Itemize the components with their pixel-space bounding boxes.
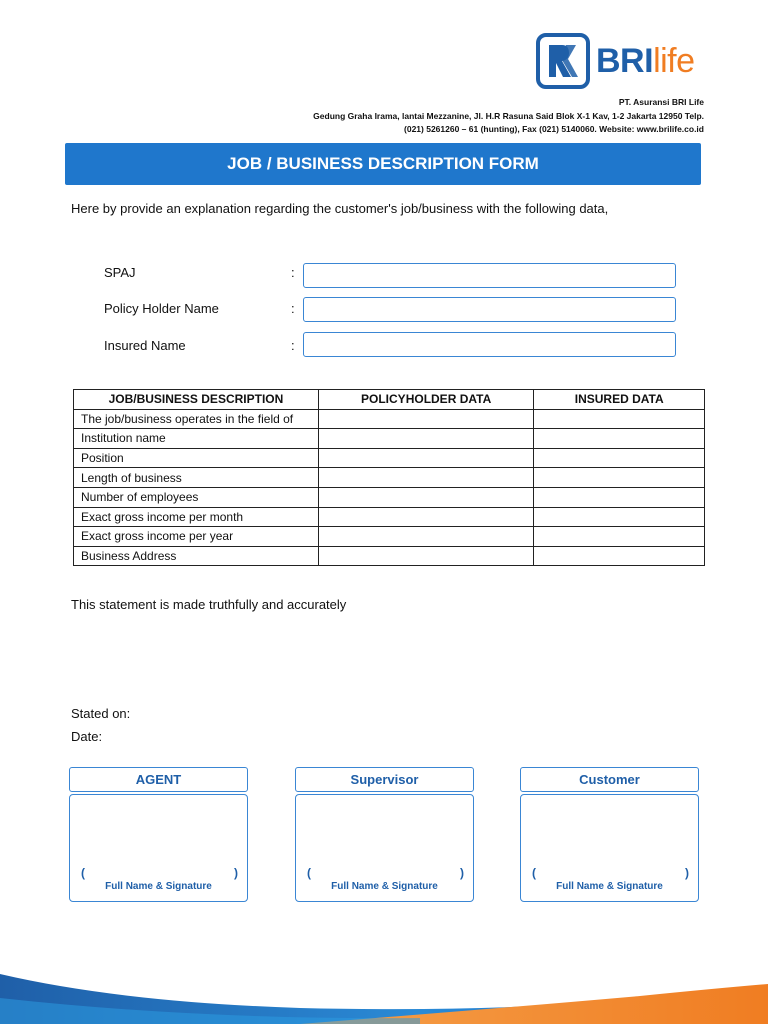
- open-paren: (: [307, 866, 311, 880]
- row-label: The job/business operates in the field of: [74, 409, 319, 429]
- spaj-colon: :: [291, 265, 295, 280]
- table-row: [74, 546, 705, 566]
- row-label: Position: [74, 448, 319, 468]
- insured-cell[interactable]: [534, 409, 705, 429]
- column-header: JOB/BUSINESS DESCRIPTION: [74, 390, 319, 410]
- row-label: Business Address: [74, 546, 319, 566]
- table-header-row: [74, 390, 705, 410]
- agent-signature-box[interactable]: [69, 794, 248, 902]
- company-info: [313, 96, 704, 137]
- insured-name-input[interactable]: [303, 332, 676, 357]
- policyholder-cell[interactable]: [318, 429, 534, 449]
- table-row: [74, 409, 705, 429]
- column-header: POLICYHOLDER DATA: [318, 390, 534, 410]
- signature-caption: Full Name & Signature: [331, 881, 438, 892]
- agent-signature-title: AGENT: [69, 767, 248, 792]
- policy-holder-name-input[interactable]: [303, 297, 676, 322]
- job-description-table: [73, 389, 705, 566]
- intro-text: Here by provide an explanation regarding the customer's job/business with the following data,: [71, 201, 609, 216]
- table-row: [74, 468, 705, 488]
- table-row: [74, 507, 705, 527]
- signature-caption: Full Name & Signature: [556, 881, 663, 892]
- insured-name-label: Insured Name: [104, 338, 186, 353]
- policyholder-cell[interactable]: [318, 448, 534, 468]
- company-name: PT. Asuransi BRI Life: [618, 97, 704, 107]
- close-paren: ): [234, 866, 238, 880]
- supervisor-signature-title: Supervisor: [295, 767, 474, 792]
- open-paren: (: [81, 866, 85, 880]
- statement-text: This statement is made truthfully and accurately: [71, 597, 347, 612]
- row-label: Length of business: [74, 468, 319, 488]
- insured-cell[interactable]: [534, 487, 705, 507]
- policyholder-cell[interactable]: [318, 546, 534, 566]
- table-row: [74, 527, 705, 547]
- spaj-label: SPAJ: [104, 265, 136, 280]
- row-label: Institution name: [74, 429, 319, 449]
- open-paren: (: [532, 866, 536, 880]
- insured-cell[interactable]: [534, 429, 705, 449]
- policyholder-cell[interactable]: [318, 507, 534, 527]
- insured-cell[interactable]: [534, 448, 705, 468]
- close-paren: ): [460, 866, 464, 880]
- logo-wordmark: BRIlife: [596, 42, 695, 80]
- insured-name-colon: :: [291, 338, 295, 353]
- row-label: Exact gross income per year: [74, 527, 319, 547]
- table-row: [74, 487, 705, 507]
- footer-wave-decoration: [0, 968, 768, 1024]
- form-title: JOB / BUSINESS DESCRIPTION FORM: [65, 143, 701, 185]
- stated-on-label: Stated on:: [71, 706, 131, 721]
- policyholder-cell[interactable]: [318, 527, 534, 547]
- signature-caption: Full Name & Signature: [105, 881, 212, 892]
- company-contact: (021) 5261260 – 61 (hunting), Fax (021) 5140060. Website: www.brilife.co.id: [404, 124, 704, 134]
- customer-signature-title: Customer: [520, 767, 699, 792]
- row-label: Number of employees: [74, 487, 319, 507]
- customer-signature-box[interactable]: [520, 794, 699, 902]
- insured-cell[interactable]: [534, 468, 705, 488]
- table-row: [74, 448, 705, 468]
- company-address: Gedung Graha Irama, lantai Mezzanine, Jl. H.R Rasuna Said Blok X-1 Kav, 1-2 Jakarta 12950 Telp.: [313, 110, 704, 121]
- insured-cell[interactable]: [534, 546, 705, 566]
- bri-logo-mark-icon: [536, 33, 590, 89]
- policyholder-cell[interactable]: [318, 409, 534, 429]
- column-header: INSURED DATA: [534, 390, 705, 410]
- date-label: Date:: [71, 729, 103, 744]
- supervisor-signature-box[interactable]: [295, 794, 474, 902]
- close-paren: ): [685, 866, 689, 880]
- policy-holder-name-colon: :: [291, 301, 295, 316]
- spaj-input[interactable]: [303, 263, 676, 288]
- policyholder-cell[interactable]: [318, 468, 534, 488]
- brilife-logo: [536, 33, 706, 91]
- insured-cell[interactable]: [534, 527, 705, 547]
- row-label: Exact gross income per month: [74, 507, 319, 527]
- insured-cell[interactable]: [534, 507, 705, 527]
- policy-holder-name-label: Policy Holder Name: [104, 301, 219, 316]
- policyholder-cell[interactable]: [318, 487, 534, 507]
- table-row: [74, 429, 705, 449]
